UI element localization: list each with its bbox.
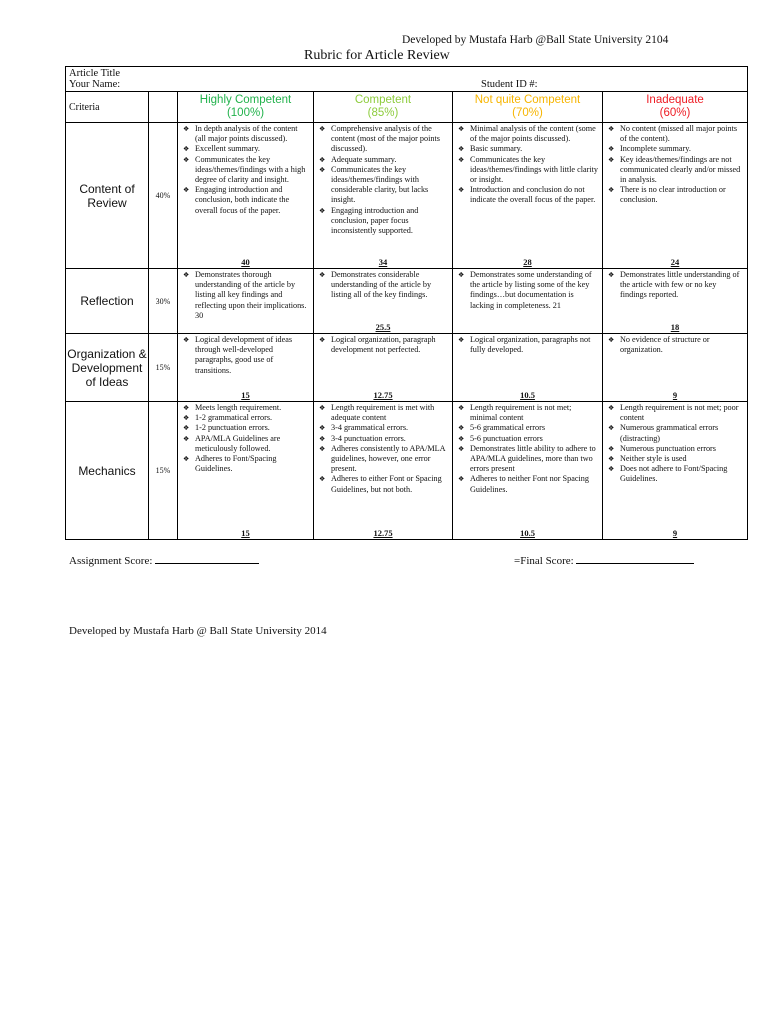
rubric-cell: [314, 123, 453, 269]
bullet-item: ❖ Demonstrates considerable understanding of the article by listing all of the key findings.: [317, 270, 449, 301]
bullet-list: [606, 403, 744, 485]
bullet-item: ❖ Communicates the key ideas/themes/findings with a high degree of clarity and insight.: [181, 155, 310, 186]
bullet-item: ❖ Engaging introduction and conclusion, paper focus inconsistently supported.: [317, 206, 449, 237]
bullet-item: ❖ 5-6 punctuation errors: [456, 434, 599, 444]
bullet-list: [606, 270, 744, 301]
score-value: 9: [672, 389, 678, 400]
bullet-item: ❖ Numerous punctuation errors: [606, 444, 744, 454]
level-highly-competent: [178, 92, 314, 123]
score-value: 10.5: [520, 527, 535, 538]
bullet-item: ❖ APA/MLA Guidelines are meticulously followed.: [181, 434, 310, 454]
bullet-item: ❖ Demonstrates little ability to adhere to APA/MLA guidelines, more than two errors present: [456, 444, 599, 475]
score-value: 40: [241, 256, 250, 267]
bullet-item: ❖ Key ideas/themes/findings are not communicated clearly and/or missed in analysis.: [606, 155, 744, 186]
score-value: 24: [670, 256, 680, 267]
score-value: 12.75: [373, 389, 393, 400]
level-name: Inadequate: [646, 94, 704, 106]
bullet-item: ❖ Communicates the key ideas/themes/findings with little clarity or insight.: [456, 155, 599, 186]
row-content-of-review: [66, 123, 748, 269]
bullet-item: ❖ 5-6 grammatical errors: [456, 423, 599, 433]
criterion-weight: 40%: [149, 123, 178, 269]
assignment-score-blank: [155, 553, 259, 564]
bullet-list: [317, 270, 449, 301]
rubric-cell: [314, 402, 453, 540]
criterion-name: Organization & Development of Ideas: [66, 334, 149, 402]
bullet-item: ❖ Communicates the key ideas/themes/findings with considerable clarity, but lacks insight.: [317, 165, 449, 206]
level-pct: (70%): [512, 107, 543, 119]
bullet-item: ❖ Engaging introduction and conclusion, both indicate the overall focus of the paper.: [181, 185, 310, 216]
criterion-name: Reflection: [66, 269, 149, 334]
criterion-name: Mechanics: [66, 402, 149, 540]
rubric-cell: [178, 402, 314, 540]
bullet-item: ❖ Logical organization, paragraphs not fully developed.: [456, 335, 599, 355]
score-value: 12.75: [373, 527, 393, 538]
rubric-cell: [453, 402, 603, 540]
assignment-score-label: Assignment Score:: [69, 555, 153, 567]
score-value: 18: [670, 321, 680, 332]
level-name: Not quite Competent: [474, 94, 581, 106]
rubric-cell: [603, 402, 748, 540]
bullet-item: ❖ Adheres to either Font or Spacing Guidelines, but not both.: [317, 474, 449, 494]
criterion-weight: 30%: [149, 269, 178, 334]
level-name: Competent: [354, 94, 412, 106]
bullet-list: [456, 124, 599, 206]
criteria-label: Criteria: [66, 92, 149, 123]
bullet-item: ❖ Does not adhere to Font/Spacing Guidelines.: [606, 464, 744, 484]
bullet-item: ❖ Logical development of ideas through well-developed paragraphs, good use of transitions.: [181, 335, 310, 376]
bullet-list: [181, 403, 310, 474]
score-value: 25.5: [375, 321, 391, 332]
rubric-cell: [453, 269, 603, 334]
bullet-list: [181, 335, 310, 376]
rubric-cell: [314, 334, 453, 402]
footer-credit: Developed by Mustafa Harb @ Ball State University 2014: [69, 625, 327, 637]
rubric-cell: [603, 269, 748, 334]
level-pct: (85%): [367, 107, 399, 119]
bullet-item: ❖ Adheres to Font/Spacing Guidelines.: [181, 454, 310, 474]
bullet-item: ❖ 3-4 grammatical errors.: [317, 423, 449, 433]
bullet-item: ❖ Basic summary.: [456, 144, 599, 154]
score-value: 10.5: [520, 389, 535, 400]
bullet-list: [606, 335, 744, 355]
rubric-cell: [178, 334, 314, 402]
bullet-item: ❖ Numerous grammatical errors (distracting): [606, 423, 744, 443]
bullet-list: [456, 270, 599, 311]
rubric-cell: [178, 269, 314, 334]
bullet-item: ❖ No content (missed all major points of the content).: [606, 124, 744, 144]
level-inadequate: [603, 92, 748, 123]
bullet-item: ❖ Demonstrates some understanding of the article by listing some of the key findings…but documentation is lacking in completeness. 21: [456, 270, 599, 311]
level-pct: (100%): [226, 107, 265, 119]
level-pct: (60%): [659, 107, 691, 119]
score-value: 34: [378, 256, 388, 267]
rubric-cell: [603, 123, 748, 269]
bullet-item: ❖ Excellent summary.: [181, 144, 310, 154]
final-score-blank: [576, 553, 694, 564]
bullet-list: [181, 124, 310, 216]
level-competent: [314, 92, 453, 123]
bullet-item: ❖ In depth analysis of the content (all major points discussed).: [181, 124, 310, 144]
bullet-item: ❖ Neither style is used: [606, 454, 744, 464]
rubric-cell: [603, 334, 748, 402]
final-score-label: =Final Score:: [514, 555, 574, 567]
level-not-quite-competent: [453, 92, 603, 123]
bullet-list: [181, 270, 310, 321]
header-row: [66, 67, 748, 92]
score-value: 9: [672, 527, 678, 538]
bullet-item: ❖ Demonstrates thorough understanding of the article by listing all key findings and reflecting upon their implications. 30: [181, 270, 310, 321]
bullet-list: [456, 403, 599, 495]
document-title: Rubric for Article Review: [304, 48, 450, 63]
bullet-item: ❖ There is no clear introduction or conclusion.: [606, 185, 744, 205]
bullet-item: ❖ Introduction and conclusion do not indicate the overall focus of the paper.: [456, 185, 599, 205]
score-value: 15: [241, 527, 250, 538]
final-score: [514, 553, 694, 567]
criterion-weight: 15%: [149, 334, 178, 402]
bullet-item: ❖ Adheres consistently to APA/MLA guidelines, however, one error present.: [317, 444, 449, 475]
rubric-cell: [314, 269, 453, 334]
bullet-item: ❖ 1-2 punctuation errors.: [181, 423, 310, 433]
bullet-item: ❖ Demonstrates little understanding of the article with few or no key findings reported.: [606, 270, 744, 301]
row-mechanics: [66, 402, 748, 540]
your-name-label: Your Name:: [69, 79, 121, 90]
row-reflection: [66, 269, 748, 334]
bullet-item: ❖ Length requirement is met with adequate content: [317, 403, 449, 423]
rubric-table: [65, 66, 748, 540]
bullet-item: ❖ Adequate summary.: [317, 155, 449, 165]
bullet-item: ❖ 1-2 grammatical errors.: [181, 413, 310, 423]
rubric-cell: [453, 123, 603, 269]
rubric-cell: [453, 334, 603, 402]
bullet-list: [606, 124, 744, 206]
bullet-item: ❖ Logical organization, paragraph development not perfected.: [317, 335, 449, 355]
student-id-label: Student ID #:: [481, 79, 538, 90]
bullet-item: ❖ Length requirement is not met; poor content: [606, 403, 744, 423]
row-organization: [66, 334, 748, 402]
bullet-item: ❖ 3-4 punctuation errors.: [317, 434, 449, 444]
bullet-item: ❖ Minimal analysis of the content (some of the major points discussed).: [456, 124, 599, 144]
rubric-cell: [178, 123, 314, 269]
criterion-name: Content of Review: [66, 123, 149, 269]
bullet-list: [317, 403, 449, 495]
weight-header-blank: [149, 92, 178, 123]
article-title-label: Article Title: [69, 68, 121, 79]
bullet-item: ❖ Meets length requirement.: [181, 403, 310, 413]
score-value: 15: [241, 389, 250, 400]
article-info-cell: [66, 67, 748, 92]
bullet-item: ❖ Incomplete summary.: [606, 144, 744, 154]
score-value: 28: [523, 256, 532, 267]
bullet-list: [317, 124, 449, 236]
criterion-weight: 15%: [149, 402, 178, 540]
top-credit: Developed by Mustafa Harb @Ball State University 2104: [402, 34, 669, 46]
bullet-list: [456, 335, 599, 355]
bullet-item: ❖ Comprehensive analysis of the content (most of the major points discussed).: [317, 124, 449, 155]
bullet-list: [317, 335, 449, 355]
levels-row: [66, 92, 748, 123]
bullet-item: ❖ Length requirement is not met; minimal content: [456, 403, 599, 423]
bullet-item: ❖ Adheres to neither Font nor Spacing Guidelines.: [456, 474, 599, 494]
level-name: Highly Competent: [199, 94, 292, 106]
assignment-score: [69, 553, 259, 567]
bullet-item: ❖ No evidence of structure or organization.: [606, 335, 744, 355]
